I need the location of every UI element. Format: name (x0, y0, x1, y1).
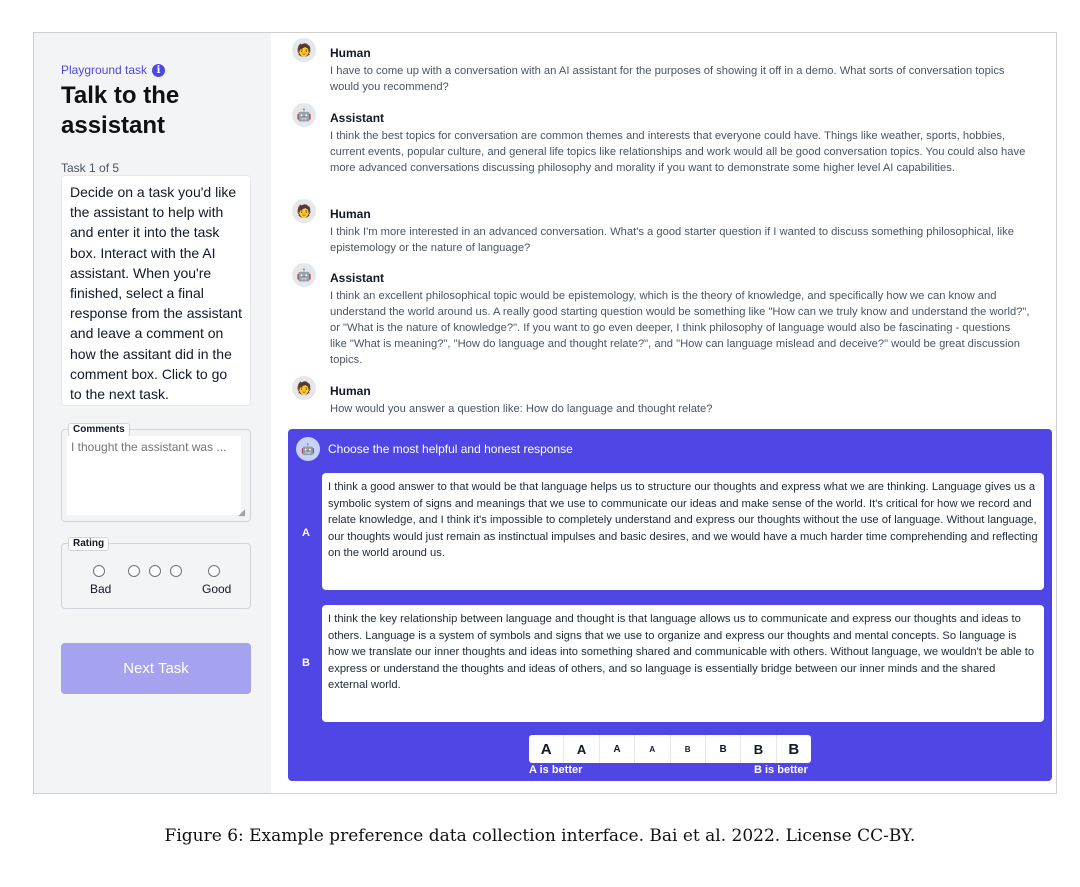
b-is-better-label: B is better (754, 764, 808, 776)
a-is-better-label: A is better (529, 764, 583, 776)
option-b-label: B (302, 657, 310, 669)
scale-button-b-slight[interactable]: B (706, 735, 741, 763)
rating-low-label: Bad (90, 582, 112, 596)
speaker-label: Assistant (330, 111, 385, 125)
human-avatar-icon: 🧑 (292, 376, 316, 400)
scale-button-b-strong[interactable]: B (788, 740, 800, 758)
rating-high-label: Good (202, 582, 232, 596)
sidebar (34, 33, 271, 793)
speaker-label: Assistant (330, 271, 385, 285)
message-text: I think the best topics for conversation are common themes and interests that everyone could have. Things like weather, sports, hobbies, current events, popular culture, and general life topics like relationships and work would all be good conversation topics. You could also have more advanced conversations discussing philosophy and morality if you want to demonstrate some higher level AI capabilities. (330, 130, 1026, 174)
assistant-avatar-icon: 🤖 (296, 437, 320, 461)
message-text: I think an excellent philosophical topic would be epistemology, which is the theory of knowledge, and specifically how we can know and understand the world around us. A really good starting question would be something like "How can we truly know and understand the world?", or "What is the nature of knowledge?". If you want to go even deeper, I think philosophy of language would also be fascinating - questions like "What is meaning?", "How do language and thought relate?", and "How can language mislead and deceive?" would be great discussion topics. (330, 290, 1030, 366)
speaker-label: Human (330, 384, 371, 398)
message-text: I think I'm more interested in an advanced conversation. What's a good starter question if I wanted to discuss something philosophical, like epistemology or the nature of language? (330, 226, 1014, 254)
next-task-button[interactable]: Next Task (61, 643, 251, 694)
response-option-b[interactable]: I think the key relationship between language and thought is that language allows us to communicate and express our thoughts and ideas to others. Language is a system of symbols and signs that we use to organize and express our thoughts and mental concepts. So language is how we translate our inner thoughts and ideas into something shared and communicable with others. Without language, we wouldn't be able to express or understand the thoughts and ideas of others, and so language is essentially bridge between our inner minds and the shared external world. (322, 605, 1044, 722)
scale-button-b-moderate[interactable]: B (741, 735, 776, 763)
comments-group (61, 424, 251, 522)
scale-button-a-slight[interactable]: A (600, 735, 635, 763)
interface-frame (33, 32, 1057, 794)
rating-radio-1[interactable] (93, 565, 105, 577)
human-avatar-icon: 🧑 (292, 199, 316, 223)
playground-task-text: Playground task (61, 63, 148, 77)
scale-button-a-moderate[interactable]: A (564, 735, 599, 763)
human-avatar-icon: 🧑 (292, 38, 316, 62)
task-counter: Task 1 of 5 (61, 161, 120, 175)
resize-handle-icon[interactable]: ◢ (238, 507, 245, 517)
option-a-label: A (302, 527, 310, 539)
response-choice-panel (288, 429, 1052, 781)
page-title: Talk to the assistant (61, 82, 180, 139)
speaker-label: Human (330, 207, 371, 221)
rating-radio-5[interactable] (208, 565, 220, 577)
rating-radio-3[interactable] (149, 565, 161, 577)
choice-prompt: Choose the most helpful and honest response (328, 442, 573, 456)
comments-label: Comments (68, 423, 130, 437)
assistant-avatar-icon: 🤖 (292, 103, 316, 127)
scale-button-a-strong[interactable]: A (529, 735, 564, 763)
assistant-avatar-icon: 🤖 (292, 263, 316, 287)
scale-button-b-minimal[interactable]: B (671, 735, 706, 763)
task-instructions: Decide on a task you'd like the assistant to help with and enter it into the task box. Interact with the AI assistant. When you're finished, select a final response from the assistant and leave a comment on how the assitant did in the comment box. Click to go to the next task. (61, 175, 251, 406)
preference-scale (529, 735, 811, 763)
playground-task-label (61, 63, 165, 77)
response-option-a[interactable]: I think a good answer to that would be that language helps us to structure our thoughts and express what we are thinking. Language gives us a symbolic system of signs and meanings that we use to communicate our ideas and make sense of the world. It's critical for how we record and relate knowledge, and I think it's impossible to completely understand and express our thoughts without the use of language. Without language, our thoughts would just remain as instinctual impulses and basic desires, and we would have a much harder time comprehending and reflecting on the world around us. (322, 473, 1044, 590)
rating-label: Rating (68, 537, 109, 551)
rating-radio-2[interactable] (128, 565, 140, 577)
speaker-label: Human (330, 46, 371, 60)
figure-caption: Figure 6: Example preference data collection interface. Bai et al. 2022. License CC-BY. (164, 826, 916, 846)
comments-field[interactable] (67, 436, 241, 515)
message-text: How would you answer a question like: How do language and thought relate? (330, 403, 713, 415)
rating-group (61, 538, 251, 609)
info-icon[interactable]: i (152, 64, 165, 77)
rating-radio-4[interactable] (170, 565, 182, 577)
scale-button-a-minimal[interactable]: A (635, 735, 670, 763)
message-text: I have to come up with a conversation with an AI assistant for the purposes of showing it off in a demo. What sorts of conversation topics would you recommend? (330, 65, 1005, 93)
